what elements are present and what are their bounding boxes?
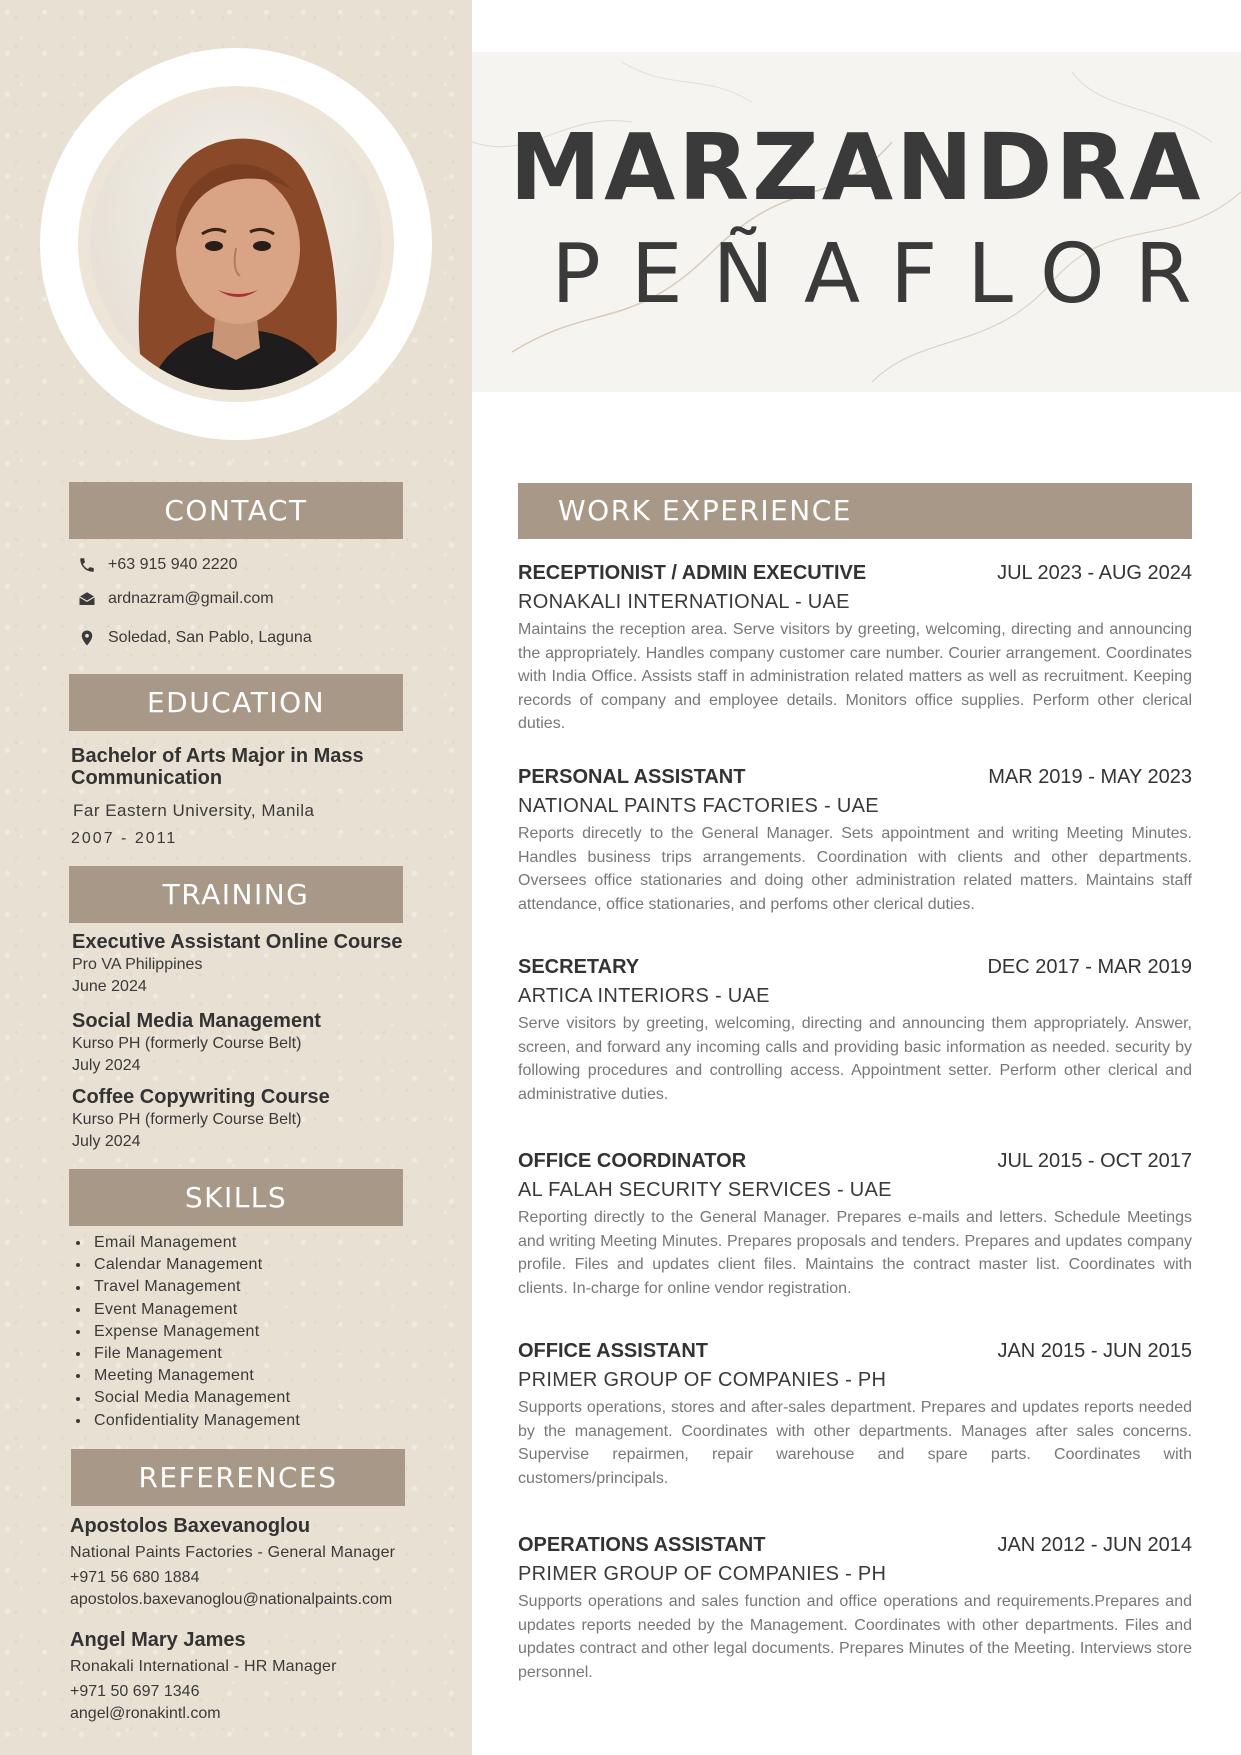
list-item: Meeting Management — [76, 1365, 300, 1387]
job-title: OFFICE ASSISTANT — [518, 1340, 708, 1362]
job-dates: MAR 2019 - MAY 2023 — [988, 766, 1192, 788]
job-entry — [518, 1534, 1192, 1684]
reference-item — [70, 1627, 460, 1725]
list-item: Expense Management — [76, 1321, 300, 1343]
list-item: File Management — [76, 1343, 300, 1365]
training-title: Coffee Copywriting Course — [72, 1086, 330, 1108]
portrait-illustration — [90, 98, 382, 390]
profile-photo — [90, 98, 382, 390]
skills-heading: SKILLS — [69, 1169, 403, 1226]
job-entry — [518, 1150, 1192, 1300]
reference-name: Angel Mary James — [70, 1629, 246, 1651]
education-years: 2007 - 2011 — [71, 830, 178, 847]
job-dates: JUL 2015 - OCT 2017 — [997, 1150, 1192, 1172]
contact-email — [78, 590, 274, 608]
job-entry — [518, 956, 1192, 1106]
training-item — [72, 1085, 432, 1153]
job-title: OFFICE COORDINATOR — [518, 1150, 747, 1172]
job-company: PRIMER GROUP OF COMPANIES - PH — [518, 1563, 887, 1585]
job-dates: JAN 2012 - JUN 2014 — [997, 1534, 1192, 1556]
list-item: Confidentiality Management — [76, 1410, 300, 1432]
reference-name: Apostolos Baxevanoglou — [70, 1515, 311, 1537]
email-text: ardnazram@gmail.com — [108, 590, 274, 607]
job-dates: JAN 2015 - JUN 2015 — [997, 1340, 1192, 1362]
references-heading: REFERENCES — [71, 1449, 405, 1506]
job-description: Supports operations, stores and after-sales department. Prepares and updates reports needed by the management. Coordinates with other departments. Manages after sales concerns. Supervise repairmen, repair warehouse and spare parts. Coordinates with customers/principals. — [518, 1399, 1192, 1487]
education-degree: Bachelor of Arts Major in Mass Communication — [71, 745, 364, 789]
phone-text: +63 915 940 2220 — [108, 556, 238, 573]
training-date: July 2024 — [72, 1133, 141, 1150]
envelope-icon — [78, 590, 96, 608]
reference-email: angel@ronakintl.com — [70, 1705, 221, 1722]
job-description: Reports direcetly to the General Manager. Sets appointment and writing Meeting Minutes. Handles business trips arrangements. Coordination with clients and other departments. Oversees office stationaries and doing other administration related matters. Maintains staff attendance, office stationaries, and perfoms other clerical duties. — [518, 825, 1192, 913]
name-banner — [472, 52, 1241, 392]
reference-phone: +971 56 680 1884 — [70, 1569, 200, 1586]
job-dates: DEC 2017 - MAR 2019 — [987, 956, 1192, 978]
job-title: OPERATIONS ASSISTANT — [518, 1534, 766, 1556]
list-item: Calendar Management — [76, 1254, 300, 1276]
job-title: PERSONAL ASSISTANT — [518, 766, 746, 788]
training-provider: Pro VA Philippines — [72, 956, 203, 973]
profile-photo-frame — [40, 48, 432, 440]
contact-heading: CONTACT — [69, 482, 403, 539]
education-heading: EDUCATION — [69, 674, 403, 731]
job-description: Reporting directly to the General Manager. Prepares e-mails and letters. Schedule Meetings and writing Meeting Minutes. Prepares proposals and tenders. Prepares and updates company profile. Files and updates client files. Maintains the contract master list. Coordinates with clients. In-charge for online vendor registration. — [518, 1209, 1192, 1297]
list-item: Email Management — [76, 1232, 300, 1254]
reference-item — [70, 1513, 460, 1611]
training-date: June 2024 — [72, 978, 147, 995]
reference-role: National Paints Factories - General Manager — [70, 1544, 396, 1561]
reference-phone: +971 50 697 1346 — [70, 1683, 200, 1700]
training-heading: TRAINING — [69, 866, 403, 923]
list-item: Social Media Management — [76, 1387, 300, 1409]
last-name: PEÑAFLOR — [551, 227, 1222, 322]
job-company: PRIMER GROUP OF COMPANIES - PH — [518, 1369, 887, 1391]
job-company: NATIONAL PAINTS FACTORIES - UAE — [518, 795, 879, 817]
education-school: Far Eastern University, Manila — [73, 801, 315, 820]
job-entry — [518, 1340, 1192, 1490]
training-provider: Kurso PH (formerly Course Belt) — [72, 1111, 302, 1128]
reference-email: apostolos.baxevanoglou@nationalpaints.com — [70, 1591, 393, 1608]
job-description: Supports operations and sales function and office operations and requirements.Prepares and updates reports needed by the Management. Coordinates with other departments. Files and updates contract and other legal documents. Prepares Minutes of the Meeting. Interviews store personnel. — [518, 1593, 1192, 1681]
list-item: Travel Management — [76, 1276, 300, 1298]
list-item: Event Management — [76, 1299, 300, 1321]
location-pin-icon — [78, 629, 96, 647]
job-entry — [518, 766, 1192, 916]
training-item — [72, 930, 432, 998]
contact-address — [78, 629, 312, 647]
job-title: RECEPTIONIST / ADMIN EXECUTIVE — [518, 562, 867, 584]
job-company: AL FALAH SECURITY SERVICES - UAE — [518, 1179, 892, 1201]
job-description: Maintains the reception area. Serve visitors by greeting, welcoming, directing and announcing the appropriately. Handles company customer care number. Courier arrangement. Coordinates with India Office. Assists staff in administration related matters as well as recruitment. Keeping records of company and employee details. Monitors office supplies. Perform other clerical duties. — [518, 621, 1192, 732]
phone-icon — [78, 556, 96, 574]
training-provider: Kurso PH (formerly Course Belt) — [72, 1035, 302, 1052]
reference-role: Ronakali International - HR Manager — [70, 1658, 337, 1675]
job-dates: JUL 2023 - AUG 2024 — [997, 562, 1192, 584]
training-item — [72, 1009, 432, 1077]
marble-texture — [472, 52, 1241, 392]
job-company: ARTICA INTERIORS - UAE — [518, 985, 770, 1007]
address-text: Soledad, San Pablo, Laguna — [108, 629, 312, 646]
training-title: Executive Assistant Online Course — [72, 931, 403, 953]
sidebar — [0, 0, 472, 1755]
job-company: RONAKALI INTERNATIONAL - UAE — [518, 591, 850, 613]
training-title: Social Media Management — [72, 1010, 321, 1032]
training-date: July 2024 — [72, 1057, 141, 1074]
job-title: SECRETARY — [518, 956, 640, 978]
contact-phone — [78, 556, 237, 574]
job-entry — [518, 562, 1192, 736]
skills-list — [76, 1232, 300, 1432]
work-experience-heading: WORK EXPERIENCE — [518, 483, 1192, 539]
first-name: MARZANDRA — [509, 114, 1204, 221]
job-description: Serve visitors by greeting, welcoming, directing and announcing them appropriately. Answer, screen, and forward any incoming calls and providing basic information as needed. security by following procedures and controlling access. Appointment setter. Perform other clerical and administrative duties. — [518, 1015, 1192, 1103]
